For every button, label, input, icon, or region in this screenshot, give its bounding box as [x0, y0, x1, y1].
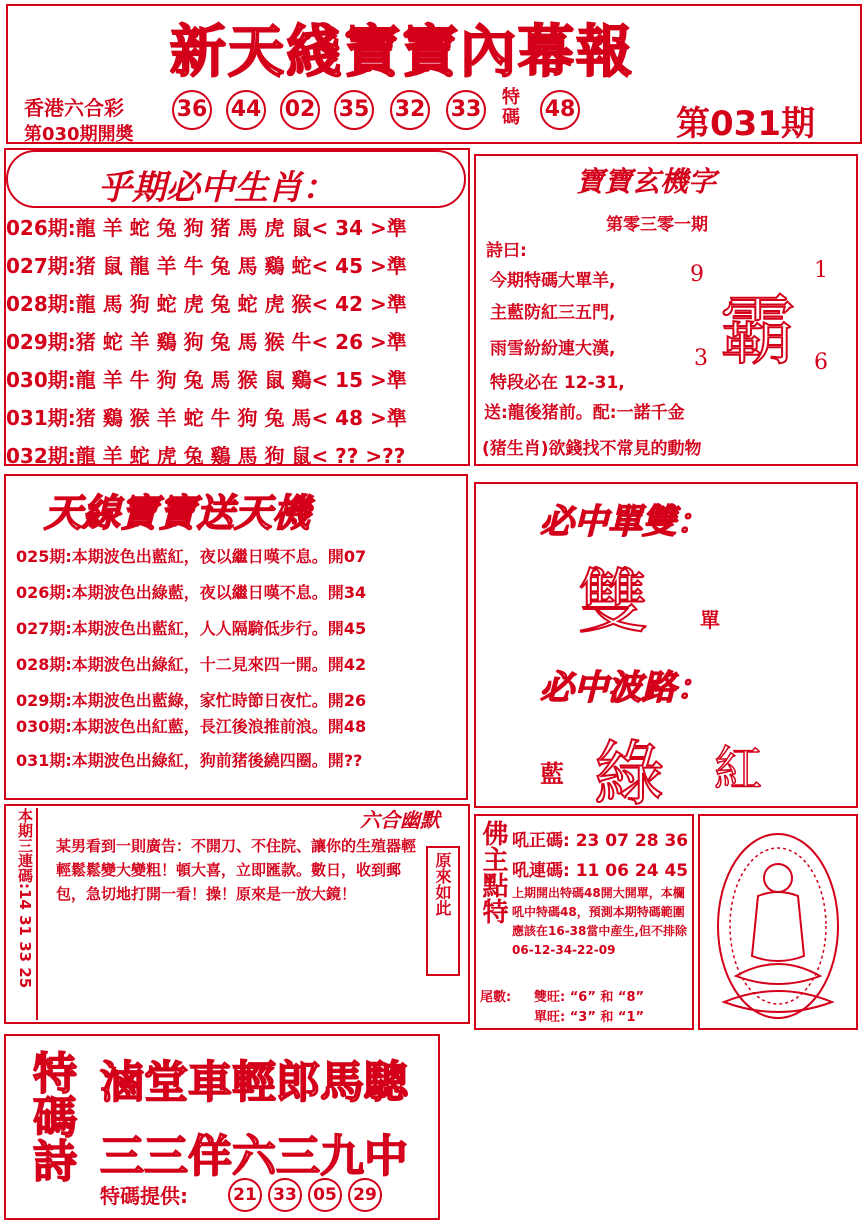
poem-line: 主藍防紅三五門, [490, 303, 616, 323]
wave-row: 026期:本期波色出綠藍，夜以繼日嘆不息。開34 [16, 583, 367, 602]
current-issue: 第031期 [676, 104, 815, 144]
wave-row: 027期:本期波色出藍紅，人人隔騎低步行。開45 [16, 619, 367, 638]
poem-label: 詩曰: [486, 241, 527, 261]
poem-line: 三三佯六三九中 [100, 1131, 408, 1182]
humor-heading: 六合幽默 [360, 808, 440, 832]
wave-row: 031期:本期波色出綠紅，狗前猪後繞四圈。開?? [16, 751, 363, 770]
provide-ball: 05 [308, 1178, 342, 1212]
corner-number: 1 [814, 258, 828, 283]
big-char: 霸 [720, 286, 796, 375]
buddha-image [698, 814, 858, 1030]
oddeven-heading: 必中單雙： [540, 502, 710, 542]
tips-tail-label: 尾數: [480, 990, 512, 1005]
result-ball: 33 [446, 90, 486, 130]
result-ball: 35 [334, 90, 374, 130]
provide-label: 特碼提供: [100, 1184, 188, 1208]
lotto-issue: 第030期開奬 [24, 124, 134, 145]
oddeven-main: 雙 [578, 561, 648, 643]
poem-line: 雨雪紛紛連大漢, [490, 339, 616, 359]
tips-body: 上期開出特碼48開大開單，本欄吼中特碼48，預測本期特碼範圍應該在16-38當中産生,但不排除06-12-34-22-09 [512, 886, 687, 957]
machine-issue: 第零三零一期 [606, 215, 708, 235]
poem-line: 滷堂車輕郎馬驄 [100, 1057, 408, 1108]
wave-route-main: 綠 [594, 733, 664, 815]
result-ball: 36 [172, 90, 212, 130]
machine-heading: 寶寶玄機字 [576, 165, 717, 198]
result-ball: 44 [226, 90, 266, 130]
zodiac-row: 032期:龍 羊 蛇 虎 兔 鷄 馬 狗 鼠< ?? >?? [6, 444, 406, 468]
poem-line: 特段必在 12-31, [490, 373, 625, 393]
corner-number: 3 [694, 346, 708, 371]
wave-route-left: 藍 [540, 760, 564, 788]
zodiac-row: 028期:龍 馬 狗 蛇 虎 兔 蛇 虎 猴< 42 >準 [6, 292, 407, 316]
corner-number: 9 [690, 262, 704, 287]
zodiac-row: 026期:龍 羊 蛇 兔 狗 猪 馬 虎 鼠< 34 >準 [6, 216, 407, 240]
machine-hint: (猪生肖)欲錢找不常見的動物 [482, 439, 702, 459]
zodiac-row: 031期:猪 鷄 猴 羊 蛇 牛 狗 兔 馬< 48 >準 [6, 406, 407, 430]
wave-route-right: 紅 [714, 741, 763, 797]
provide-ball: 33 [268, 1178, 302, 1212]
triple-numbers: 本期三連碼:14 31 33 25 [10, 808, 38, 1020]
wave-route-heading: 必中波路： [540, 668, 710, 708]
tips-line: 吼正碼: 23 07 28 36 [512, 831, 689, 851]
tips-line: 吼連碼: 11 06 24 45 [512, 861, 689, 881]
zodiac-row: 027期:猪 鼠 龍 羊 牛 兔 馬 鷄 蛇< 45 >準 [6, 254, 407, 278]
tips-side: 佛主點特 [478, 820, 508, 924]
oddeven-sub: 單 [700, 608, 720, 632]
page-title: 新天綫寶寶內幕報 [170, 20, 634, 85]
wave-row: 029期:本期波色出藍綠，家忙時節日夜忙。開26 [16, 691, 367, 710]
wave-heading: 天線寶寶送天機 [44, 491, 311, 535]
wave-row: 025期:本期波色出藍紅，夜以繼日嘆不息。開07 [16, 547, 367, 566]
humor-note: 原來如此 [426, 846, 460, 976]
result-ball: 02 [280, 90, 320, 130]
tips-tail: 雙旺: “6” 和 “8” [534, 990, 645, 1005]
poem-line: 今期特碼大單羊, [490, 271, 616, 291]
zodiac-row: 030期:龍 羊 牛 狗 兔 馬 猴 鼠 鷄< 15 >準 [6, 368, 407, 392]
zodiac-heading-pill [6, 150, 466, 208]
provide-ball: 29 [348, 1178, 382, 1212]
lotto-name: 香港六合彩 [24, 96, 124, 120]
zodiac-heading: 乎期必中生肖： [98, 168, 336, 208]
wave-row: 030期:本期波色出紅藍，長江後浪推前浪。開48 [16, 717, 367, 736]
corner-number: 6 [814, 350, 828, 375]
special-label: 特碼 [502, 87, 520, 128]
humor-body: 某男看到一則廣告：不開刀、不住院、讓你的生殖器輕輕鬆鬆變大變粗！頓大喜，立即匯款。數日，收到郵包，急切地打開一看！操！原來是一放大鏡！ [56, 837, 417, 903]
wave-row: 028期:本期波色出綠紅，十二見來四一開。開42 [16, 655, 367, 674]
result-ball: 32 [390, 90, 430, 130]
zodiac-row: 029期:猪 蛇 羊 鷄 狗 兔 馬 猴 牛< 26 >準 [6, 330, 407, 354]
poem-side: 特碼詩 [25, 1050, 76, 1182]
special-ball: 48 [540, 90, 580, 130]
machine-send: 送:龍後猪前。配:一諾千金 [484, 403, 685, 423]
buddha-icon [700, 816, 856, 1028]
tips-tail: 單旺: “3” 和 “1” [534, 1010, 645, 1025]
provide-ball: 21 [228, 1178, 262, 1212]
